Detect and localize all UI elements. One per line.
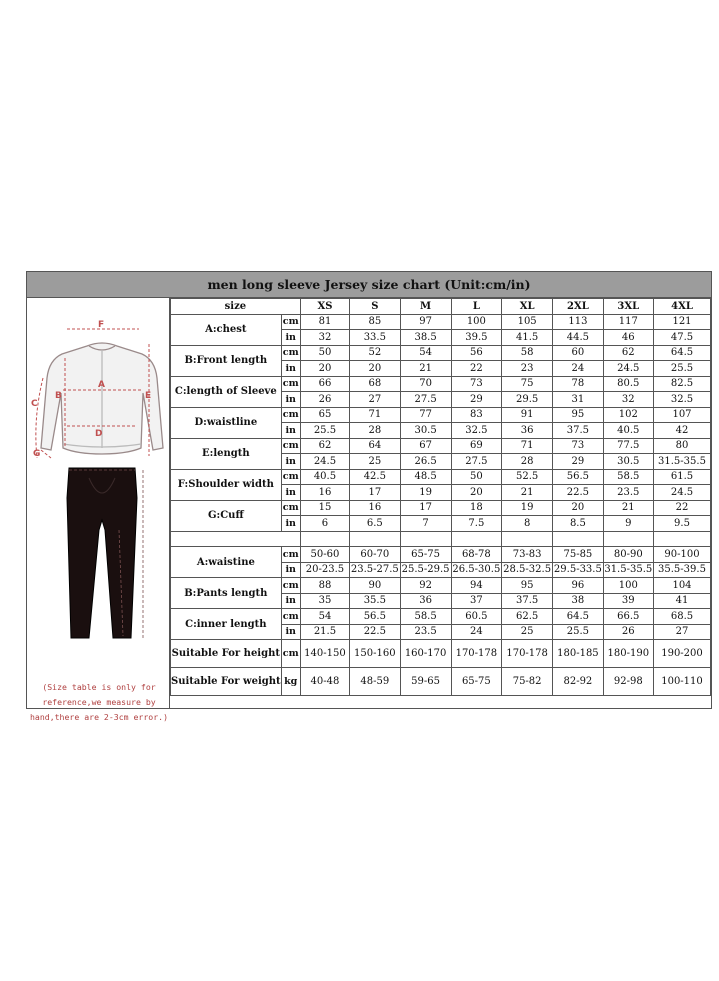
value-cell: 20 [300,361,349,377]
unit-cell: cm [281,407,300,423]
header-size-label: size [171,299,301,315]
value-cell: 25.5 [553,624,603,640]
value-cell: 42 [654,423,711,439]
value-cell: 7 [400,516,451,532]
unit-cell: cm [281,578,300,594]
measurement-row [171,376,711,392]
value-cell: 95 [502,578,553,594]
value-cell: 88 [300,578,349,594]
value-cell: 64.5 [654,345,711,361]
unit-cell: in [281,516,300,532]
value-cell: 67 [400,438,451,454]
garment-figure-panel [27,298,170,722]
spacer-cell [502,531,553,547]
value-cell: 58.5 [400,609,451,625]
value-cell: 62.5 [502,609,553,625]
value-cell: 90-100 [654,547,711,563]
value-cell: 6 [300,516,349,532]
value-cell: 17 [350,485,400,501]
value-cell: 48-59 [350,668,400,696]
value-cell: 25.5 [654,361,711,377]
measurement-label: E:length [171,438,282,469]
value-cell: 50 [451,469,501,485]
weight-row [171,668,711,696]
measurement-row [171,609,711,625]
value-cell: 16 [350,500,400,516]
value-cell: 160-170 [400,640,451,668]
value-cell: 121 [654,314,711,330]
value-cell: 75-82 [502,668,553,696]
unit-cell: in [281,423,300,439]
value-cell: 25.5-29.5 [400,562,451,578]
measurement-label: D:waistline [171,407,282,438]
value-cell: 100 [451,314,501,330]
value-cell: 21 [502,485,553,501]
value-cell: 59-65 [400,668,451,696]
value-cell: 29 [553,454,603,470]
value-cell: 35.5-39.5 [654,562,711,578]
measurement-row [171,438,711,454]
measurement-label: F:Shoulder width [171,469,282,500]
spacer-cell [300,531,349,547]
value-cell: 16 [300,485,349,501]
spacer-cell [603,531,653,547]
value-cell: 25 [350,454,400,470]
measurement-label: B:Pants length [171,578,282,609]
value-cell: 8.5 [553,516,603,532]
value-cell: 54 [400,345,451,361]
value-cell: 40.5 [603,423,653,439]
value-cell: 24.5 [603,361,653,377]
unit-cell: cm [281,376,300,392]
value-cell: 23.5 [603,485,653,501]
value-cell: 73 [451,376,501,392]
garment-illustration [27,298,170,678]
unit-cell: cm [281,314,300,330]
unit-cell: cm [281,547,300,563]
value-cell: 77.5 [603,438,653,454]
value-cell: 39 [603,593,653,609]
value-cell: 7.5 [451,516,501,532]
size-chart [26,271,712,722]
value-cell: 35.5 [350,593,400,609]
value-cell: 28.5-32.5 [502,562,553,578]
header-size: 3XL [603,299,653,315]
unit-cell: cm [281,609,300,625]
value-cell: 22.5 [350,624,400,640]
value-cell: 37 [451,593,501,609]
value-cell: 80 [654,438,711,454]
header-size: 4XL [654,299,711,315]
unit-cell: in [281,392,300,408]
value-cell: 28 [502,454,553,470]
measurement-row [171,547,711,563]
value-cell: 65-75 [451,668,501,696]
fit-label: Suitable For weight [171,668,282,696]
value-cell: 23 [502,361,553,377]
unit-cell: cm [281,345,300,361]
value-cell: 26.5-30.5 [451,562,501,578]
spacer-cell [400,531,451,547]
value-cell: 26 [300,392,349,408]
height-row [171,640,711,668]
header-row [171,299,711,315]
value-cell: 70 [400,376,451,392]
value-cell: 31.5-35.5 [603,562,653,578]
unit-cell: cm [281,438,300,454]
spacer-row [171,531,711,547]
header-size: 2XL [553,299,603,315]
value-cell: 21 [603,500,653,516]
value-cell: 23.5-27.5 [350,562,400,578]
measurement-row [171,407,711,423]
value-cell: 22 [451,361,501,377]
unit-cell: in [281,361,300,377]
value-cell: 41.5 [502,330,553,346]
value-cell: 48.5 [400,469,451,485]
value-cell: 41 [654,593,711,609]
value-cell: 21 [400,361,451,377]
header-size: XL [502,299,553,315]
value-cell: 71 [350,407,400,423]
chart-title: men long sleeve Jersey size chart (Unit:cm/in) [27,272,711,298]
value-cell: 68 [350,376,400,392]
measurement-row [171,345,711,361]
measurement-row [171,500,711,516]
value-cell: 73-83 [502,547,553,563]
value-cell: 9 [603,516,653,532]
value-cell: 22.5 [553,485,603,501]
measurement-label: G:Cuff [171,500,282,531]
value-cell: 54 [300,609,349,625]
value-cell: 40.5 [300,469,349,485]
value-cell: 66.5 [603,609,653,625]
unit-cell: cm [281,500,300,516]
value-cell: 20 [350,361,400,377]
value-cell: 23.5 [400,624,451,640]
value-cell: 180-185 [553,640,603,668]
value-cell: 69 [451,438,501,454]
value-cell: 52.5 [502,469,553,485]
value-cell: 94 [451,578,501,594]
value-cell: 44.5 [553,330,603,346]
value-cell: 46 [603,330,653,346]
value-cell: 25.5 [300,423,349,439]
value-cell: 36 [502,423,553,439]
value-cell: 71 [502,438,553,454]
value-cell: 50-60 [300,547,349,563]
value-cell: 65-75 [400,547,451,563]
value-cell: 100 [603,578,653,594]
value-cell: 20 [553,500,603,516]
value-cell: 92 [400,578,451,594]
value-cell: 97 [400,314,451,330]
value-cell: 36 [400,593,451,609]
value-cell: 75-85 [553,547,603,563]
unit-cell: cm [281,469,300,485]
value-cell: 96 [553,578,603,594]
value-cell: 80.5 [603,376,653,392]
value-cell: 140-150 [300,640,349,668]
value-cell: 64.5 [553,609,603,625]
header-size: S [350,299,400,315]
value-cell: 27.5 [400,392,451,408]
figure-letter-a: A [98,380,105,390]
value-cell: 27 [654,624,711,640]
spacer-cell [350,531,400,547]
unit-cell: in [281,330,300,346]
value-cell: 52 [350,345,400,361]
value-cell: 90 [350,578,400,594]
measurement-label: C:length of Sleeve [171,376,282,407]
value-cell: 30.5 [400,423,451,439]
value-cell: 18 [451,500,501,516]
spacer-cell [654,531,711,547]
value-cell: 24.5 [654,485,711,501]
fit-label: Suitable For height [171,640,282,668]
value-cell: 9.5 [654,516,711,532]
measurement-label: B:Front length [171,345,282,376]
value-cell: 60-70 [350,547,400,563]
size-note-line: (Size table is only for [42,682,156,692]
value-cell: 42.5 [350,469,400,485]
value-cell: 28 [350,423,400,439]
value-cell: 31.5-35.5 [654,454,711,470]
value-cell: 37.5 [553,423,603,439]
figure-letter-f: F [98,320,105,330]
value-cell: 8 [502,516,553,532]
pants-illustration [67,468,137,638]
value-cell: 24 [451,624,501,640]
value-cell: 180-190 [603,640,653,668]
measurement-label: C:inner length [171,609,282,640]
unit-cell: in [281,485,300,501]
value-cell: 170-178 [502,640,553,668]
size-note-line: hand,there are 2-3cm error.) [29,712,169,722]
value-cell: 25 [502,624,553,640]
value-cell: 62 [300,438,349,454]
value-cell: 20 [451,485,501,501]
value-cell: 60 [553,345,603,361]
value-cell: 38 [553,593,603,609]
value-cell: 35 [300,593,349,609]
value-cell: 85 [350,314,400,330]
measurement-row [171,578,711,594]
value-cell: 40-48 [300,668,349,696]
figure-letter-d: D [95,429,103,439]
value-cell: 78 [553,376,603,392]
value-cell: 73 [553,438,603,454]
unit-cell: in [281,454,300,470]
value-cell: 17 [400,500,451,516]
value-cell: 27 [350,392,400,408]
value-cell: 170-178 [451,640,501,668]
value-cell: 61.5 [654,469,711,485]
value-cell: 80-90 [603,547,653,563]
value-cell: 20-23.5 [300,562,349,578]
value-cell: 56 [451,345,501,361]
value-cell: 29.5 [502,392,553,408]
measurement-row [171,469,711,485]
value-cell: 83 [451,407,501,423]
measurement-label: A:waistine [171,547,282,578]
value-cell: 82.5 [654,376,711,392]
size-table [170,298,711,696]
value-cell: 24.5 [300,454,349,470]
figure-letter-b: B [55,391,62,401]
measurement-row [171,314,711,330]
figure-letter-e: E [145,391,152,401]
value-cell: 19 [502,500,553,516]
value-cell: 58.5 [603,469,653,485]
header-size: XS [300,299,349,315]
value-cell: 104 [654,578,711,594]
value-cell: 31 [553,392,603,408]
value-cell: 26 [603,624,653,640]
value-cell: 39.5 [451,330,501,346]
size-note [29,680,169,725]
value-cell: 68-78 [451,547,501,563]
value-cell: 102 [603,407,653,423]
figure-letter-g: G [33,449,41,459]
value-cell: 92-98 [603,668,653,696]
value-cell: 117 [603,314,653,330]
value-cell: 27.5 [451,454,501,470]
value-cell: 81 [300,314,349,330]
value-cell: 6.5 [350,516,400,532]
value-cell: 58 [502,345,553,361]
value-cell: 190-200 [654,640,711,668]
value-cell: 91 [502,407,553,423]
value-cell: 19 [400,485,451,501]
spacer-cell [553,531,603,547]
value-cell: 60.5 [451,609,501,625]
value-cell: 38.5 [400,330,451,346]
size-note-line: reference,we measure by [42,697,156,707]
value-cell: 62 [603,345,653,361]
value-cell: 150-160 [350,640,400,668]
unit-cell: kg [281,668,300,696]
measurement-label: A:chest [171,314,282,345]
value-cell: 105 [502,314,553,330]
value-cell: 21.5 [300,624,349,640]
value-cell: 29.5-33.5 [553,562,603,578]
value-cell: 29 [451,392,501,408]
spacer-cell [451,531,501,547]
unit-cell: cm [281,640,300,668]
unit-cell: in [281,624,300,640]
value-cell: 75 [502,376,553,392]
header-size: L [451,299,501,315]
value-cell: 56.5 [553,469,603,485]
value-cell: 82-92 [553,668,603,696]
value-cell: 32.5 [451,423,501,439]
value-cell: 77 [400,407,451,423]
value-cell: 100-110 [654,668,711,696]
value-cell: 22 [654,500,711,516]
value-cell: 50 [300,345,349,361]
value-cell: 95 [553,407,603,423]
value-cell: 56.5 [350,609,400,625]
value-cell: 37.5 [502,593,553,609]
value-cell: 68.5 [654,609,711,625]
value-cell: 15 [300,500,349,516]
value-cell: 113 [553,314,603,330]
spacer-cell [171,531,301,547]
value-cell: 47.5 [654,330,711,346]
value-cell: 30.5 [603,454,653,470]
value-cell: 32 [603,392,653,408]
value-cell: 64 [350,438,400,454]
value-cell: 32.5 [654,392,711,408]
value-cell: 65 [300,407,349,423]
unit-cell: in [281,593,300,609]
value-cell: 32 [300,330,349,346]
value-cell: 26.5 [400,454,451,470]
figure-letter-c: C [31,399,38,409]
unit-cell: in [281,562,300,578]
value-cell: 66 [300,376,349,392]
value-cell: 24 [553,361,603,377]
value-cell: 107 [654,407,711,423]
value-cell: 33.5 [350,330,400,346]
header-size: M [400,299,451,315]
